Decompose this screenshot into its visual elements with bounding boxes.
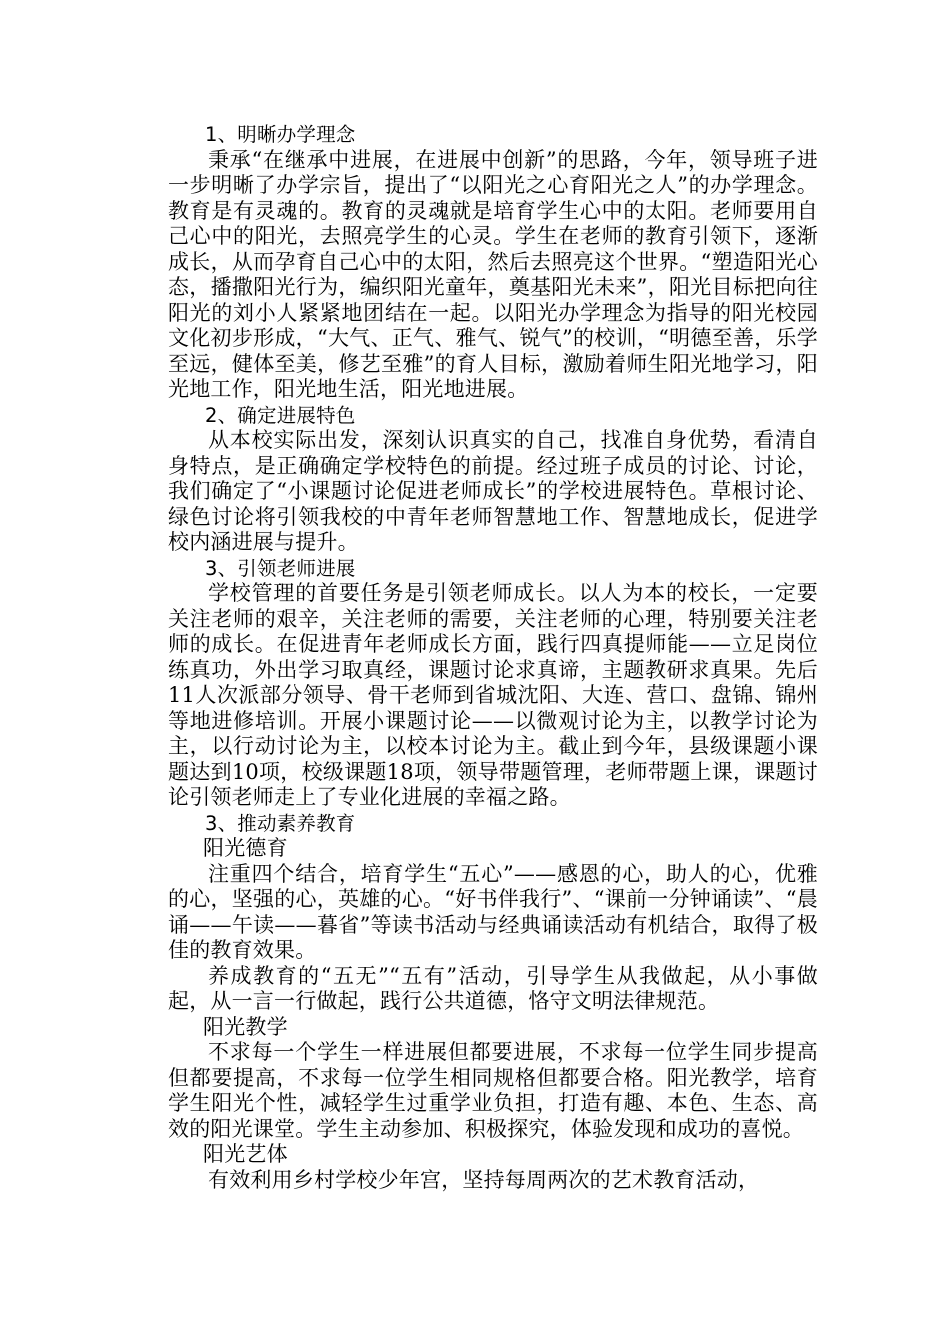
section-heading-4: 3、推动素养教育 bbox=[205, 811, 356, 835]
document-page bbox=[168, 122, 818, 1193]
subheading-arts-sports: 阳光艺体 bbox=[203, 1142, 288, 1166]
paragraph-philosophy: 秉承“在继承中进展，在进展中创新”的思路，今年，领导班子进一步明晰了办学宗旨，提出了“以阳光之心育阳光之人”的办学理念。教育是有灵魂的。教育的灵魂就是培育学生心中的太阳。老师要用自己心中的阳光，去照亮学生的心灵。学生在老师的教育引领下，逐渐成长，从而孕育自己心中的太阳，然后去照亮这个世界。“塑造阳光心态，播撒阳光行为，编织阳光童年，奠基阳光未来”，阳光目标把向往阳光的刘小人紧紧地团结在一起。以阳光办学理念为指导的阳光校园文化初步形成，“大气、正气、雅气、锐气”的校训，“明德至善，乐学至远，健体至美，修艺至雅”的育人目标，激励着师生阳光地学习，阳光地工作，阳光地生活，阳光地进展。 bbox=[168, 147, 818, 401]
paragraph-teachers: 学校管理的首要任务是引领老师成长。以人为本的校长，一定要关注老师的艰辛，关注老师的需要，关注老师的心理，特别要关注老师的成长。在促进青年老师成长方面，践行四真提师能——立足岗位练真功，外出学习取真经，课题讨论求真谛，主题教研求真果。先后11人次派部分领导、骨干老师到省城沈阳、大连、营口、盘锦、锦州等地进修培训。开展小课题讨论——以微观讨论为主，以教学讨论为主，以行动讨论为主，以校本讨论为主。截止到今年，县级课题小课题达到10项，校级课题18项，领导带题管理，老师带题上课，课题讨论引领老师走上了专业化进展的幸福之路。 bbox=[168, 581, 818, 809]
paragraph-teaching: 不求每一个学生一样进展但都要进展，不求每一位学生同步提高但都要提高，不求每一位学生相同规格但都要合格。阳光教学，培育学生阳光个性，减轻学生过重学业负担，打造有趣、本色、生态、高效的阳光课堂。学生主动参加、积极探究，体验发现和成功的喜悦。 bbox=[168, 1040, 818, 1141]
paragraph-arts-sports: 有效利用乡村学校少年宫，坚持每周两次的艺术教育活动， bbox=[208, 1167, 760, 1192]
subheading-teaching: 阳光教学 bbox=[203, 1014, 288, 1039]
paragraph-habit-education: 养成教育的“五无”“五有”活动，引导学生从我做起，从小事做起，从一言一行做起，践行公共道德，恪守文明法律规范。 bbox=[168, 963, 818, 1013]
section-heading-3: 3、引领老师进展 bbox=[205, 556, 356, 580]
section-heading-2: 2、确定进展特色 bbox=[205, 403, 356, 427]
paragraph-features: 从本校实际出发，深刻认识真实的自己，找准自身优势，看清自身特点，是正确确定学校特色的前提。经过班子成员的讨论、讨论，我们确定了“小课题讨论促进老师成长”的学校进展特色。草根讨论、绿色讨论将引领我校的中青年老师智慧地工作、智慧地成长，促进学校内涵进展与提升。 bbox=[168, 428, 818, 554]
section-heading-1: 1、明晰办学理念 bbox=[205, 123, 356, 146]
subheading-moral-education: 阳光德育 bbox=[203, 836, 288, 860]
paragraph-moral-education: 注重四个结合，培育学生“五心”——感恩的心，助人的心，优雅的心，坚强的心，英雄的心。“好书伴我行”、“课前一分钟诵读”、“晨诵——午读——暮省”等读书活动与经典诵读活动有机结合，取得了极佳的教育效果。 bbox=[168, 861, 818, 962]
